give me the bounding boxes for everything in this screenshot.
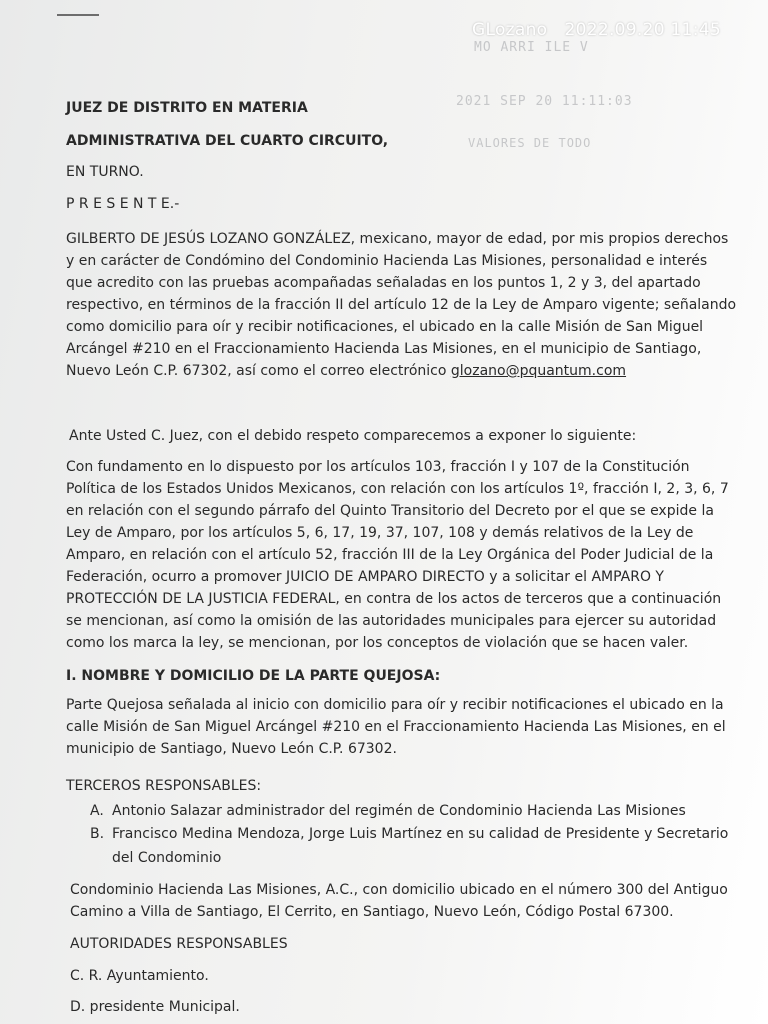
intro-line-email xyxy=(66,363,626,379)
autoridad-item: D. presidente Municipal. xyxy=(70,999,240,1015)
intro-line: Arcángel #210 en el Fraccionamiento Hacienda Las Misiones, en el municipio de Santiago, xyxy=(66,341,702,357)
intro-line: Nuevo León C.P. 67302, así como el correo electrónico xyxy=(66,363,451,379)
list-item: del Condominio xyxy=(112,850,222,866)
autoridades-title: AUTORIDADES RESPONSABLES xyxy=(70,936,288,952)
stamp-fragment: 2021 SEP 20 11:11:03 xyxy=(456,94,633,109)
terceros-title: TERCEROS RESPONSABLES: xyxy=(66,778,262,794)
quejosa-line: municipio de Santiago, Nuevo León C.P. 67302. xyxy=(66,741,397,757)
page-mark xyxy=(57,14,99,16)
quejosa-line: Parte Quejosa señalada al inicio con domicilio para oír y recibir notificaciones el ubicado en la xyxy=(66,697,724,713)
fundamento-line: Con fundamento en lo dispuesto por los artículos 103, fracción I y 107 de la Constitución xyxy=(66,459,690,475)
condominio-line: Condominio Hacienda Las Misiones, A.C., con domicilio ubicado en el número 300 del Antiguo xyxy=(70,882,728,898)
fundamento-line: Política de los Estados Unidos Mexicanos, con relación con los artículos 1º, fracción I, 2, 3, 6, 7 xyxy=(66,481,729,497)
watermark-datetime: 2022.09.20 11:45 xyxy=(564,20,722,40)
intro-line: y en carácter de Condómino del Condominio Hacienda Las Misiones, personalidad e interés xyxy=(66,253,708,269)
intro-line: como domicilio para oír y recibir notificaciones, el ubicado en la calle Misión de San Miguel xyxy=(66,319,704,335)
header-line: JUEZ DE DISTRITO EN MATERIA xyxy=(66,100,308,116)
stamp-fragment: MO ARRI ILE V xyxy=(474,40,589,55)
email-link[interactable]: glozano@pquantum.com xyxy=(450,363,627,379)
intro-line: que acredito con las pruebas acompañadas señaladas en los puntos 1, 2 y 3, del apartado xyxy=(66,275,701,291)
header-line: ADMINISTRATIVA DEL CUARTO CIRCUITO, xyxy=(66,133,389,149)
quejosa-line: calle Misión de San Miguel Arcángel #210 en el Fraccionamiento Hacienda Las Misiones, en el xyxy=(66,719,726,735)
fundamento-line: como los marca la ley, se mencionan, por los conceptos de violación que se hacen valer. xyxy=(66,635,689,651)
list-letter: A. xyxy=(90,803,104,819)
watermark-user: GLozano xyxy=(472,20,548,40)
fundamento-line: Ley de Amparo, por los artículos 5, 6, 17, 19, 37, 107, 108 y demás relativos de la Ley de xyxy=(66,525,694,541)
fundamento-line: Federación, ocurro a promover JUICIO DE AMPARO DIRECTO y a solicitar el AMPARO Y xyxy=(66,569,664,585)
section-title: I. NOMBRE Y DOMICILIO DE LA PARTE QUEJOSA: xyxy=(66,668,441,684)
stamp-fragment: VALORES DE TODO xyxy=(468,136,592,150)
intro-line: GILBERTO DE JESÚS LOZANO GONZÁLEZ, mexicano, mayor de edad, por mis propios derechos xyxy=(66,231,729,247)
fundamento-line: se mencionan, así como la omisión de las autoridades municipales para ejercer su autoridad xyxy=(66,613,717,629)
intro-line: respectivo, en términos de la fracción II del artículo 12 de la Ley de Amparo vigente; señalando xyxy=(66,297,737,313)
fundamento-line: en relación con el segundo párrafo del Quinto Transitorio del Decreto por el que se expide la xyxy=(66,503,714,519)
condominio-line: Camino a Villa de Santiago, El Cerrito, en Santiago, Nuevo León, Código Postal 67300. xyxy=(70,904,674,920)
autoridad-item: C. R. Ayuntamiento. xyxy=(70,968,209,984)
photo-watermark xyxy=(472,20,721,40)
header-line: P R E S E N T E.- xyxy=(66,196,180,212)
list-item: Francisco Medina Mendoza, Jorge Luis Martínez en su calidad de Presidente y Secretario xyxy=(112,826,729,842)
header-line: EN TURNO. xyxy=(66,164,144,180)
fundamento-line: Amparo, en relación con el artículo 52, fracción III de la Ley Orgánica del Poder Judicial de la xyxy=(66,547,714,563)
ante-line: Ante Usted C. Juez, con el debido respeto comparecemos a exponer lo siguiente: xyxy=(69,428,637,444)
list-letter: B. xyxy=(90,826,105,842)
fundamento-line: PROTECCIÓN DE LA JUSTICIA FEDERAL, en contra de los actos de terceros que a continuación xyxy=(66,591,722,607)
list-item: Antonio Salazar administrador del regimén de Condominio Hacienda Las Misiones xyxy=(112,803,686,819)
